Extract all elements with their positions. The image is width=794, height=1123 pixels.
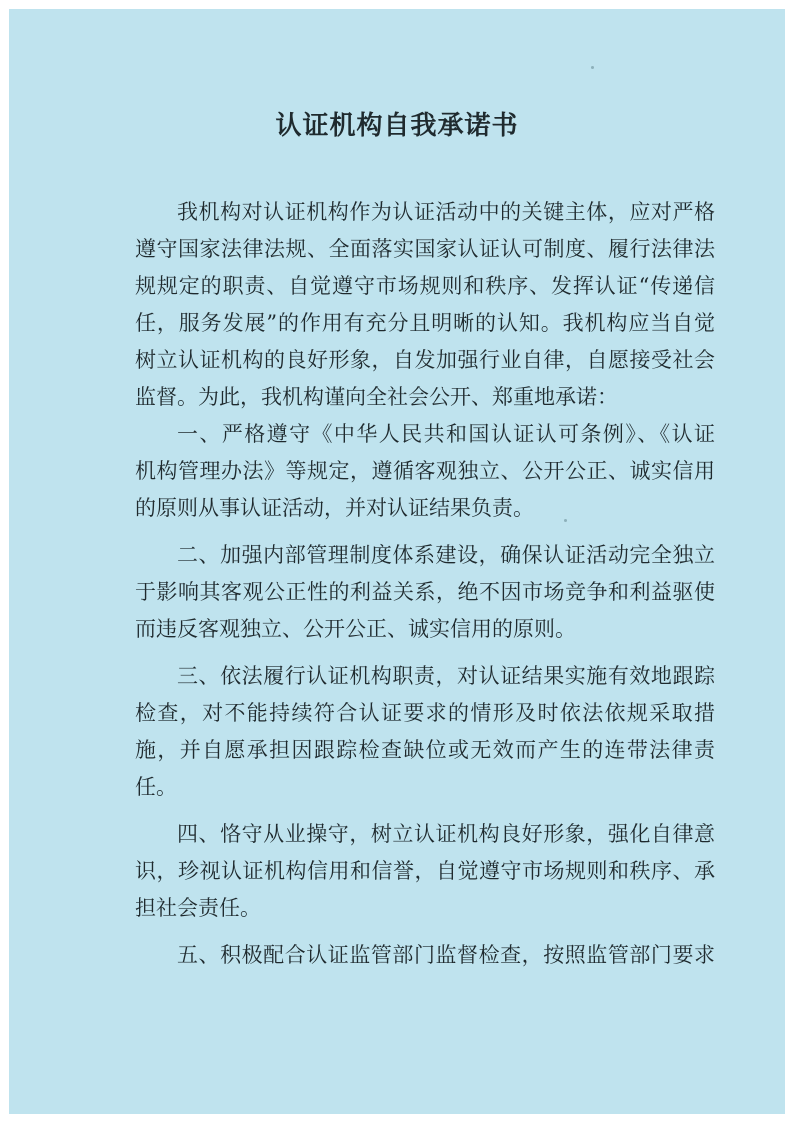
paragraph-line: 任。 xyxy=(135,775,177,799)
paragraph-line: 担社会责任。 xyxy=(135,896,261,920)
paragraph-line: 五、积极配合认证监管部门监督检查，按照监管部门要求 xyxy=(177,943,715,967)
paragraph-line: 的原则从事认证活动，并对认证结果负责。 xyxy=(135,496,534,520)
paragraph-line: 三、依法履行认证机构职责，对认证结果实施有效地跟踪 xyxy=(177,664,715,688)
paragraph-line: 二、加强内部管理制度体系建设，确保认证活动完全独立 xyxy=(177,543,715,567)
paragraph-line: 识，珍视认证机构信用和信誉，自觉遵守市场规则和秩序、承 xyxy=(135,859,715,883)
scan-speck xyxy=(591,66,594,69)
paragraph-line: 一、严格遵守《中华人民共和国认证认可条例》、《认证 xyxy=(177,422,715,446)
paragraph-line: 施，并自愿承担因跟踪检查缺位或无效而产生的连带法律责 xyxy=(135,738,715,762)
paragraph-line: 检查，对不能持续符合认证要求的情形及时依法依规采取措 xyxy=(135,701,715,725)
paragraph-line: 而违反客观独立、公开公正、诚实信用的原则。 xyxy=(135,617,576,641)
document-title: 认证机构自我承诺书 xyxy=(275,111,519,141)
paragraph-commitment-5 xyxy=(135,937,715,974)
paragraph-commitment-1 xyxy=(135,416,715,527)
paragraph-intro xyxy=(135,194,715,416)
paragraph-line: 树立认证机构的良好形象，自发加强行业自律，自愿接受社会 xyxy=(135,348,715,372)
paragraph-line: 遵守国家法律法规、全面落实国家认证认可制度、履行法律法 xyxy=(135,237,715,261)
paragraph-commitment-4 xyxy=(135,816,715,927)
document-page xyxy=(9,9,785,1114)
paragraph-commitment-3 xyxy=(135,658,715,806)
document-body xyxy=(135,194,715,974)
paragraph-line: 任，服务发展”的作用有充分且明晰的认知。我机构应当自觉 xyxy=(135,311,715,335)
paragraph-line: 于影响其客观公正性的利益关系，绝不因市场竞争和利益驱使 xyxy=(135,580,715,604)
paragraph-line: 四、恪守从业操守，树立认证机构良好形象，强化自律意 xyxy=(177,822,715,846)
paragraph-line: 规规定的职责、自觉遵守市场规则和秩序、发挥认证“传递信 xyxy=(135,274,715,298)
paragraph-line: 我机构对认证机构作为认证活动中的关键主体，应对严格 xyxy=(177,200,715,224)
paragraph-commitment-2 xyxy=(135,537,715,648)
paragraph-line: 监督。为此，我机构谨向全社会公开、郑重地承诺： xyxy=(135,385,618,409)
paragraph-line: 机构管理办法》等规定，遵循客观独立、公开公正、诚实信用 xyxy=(135,459,715,483)
